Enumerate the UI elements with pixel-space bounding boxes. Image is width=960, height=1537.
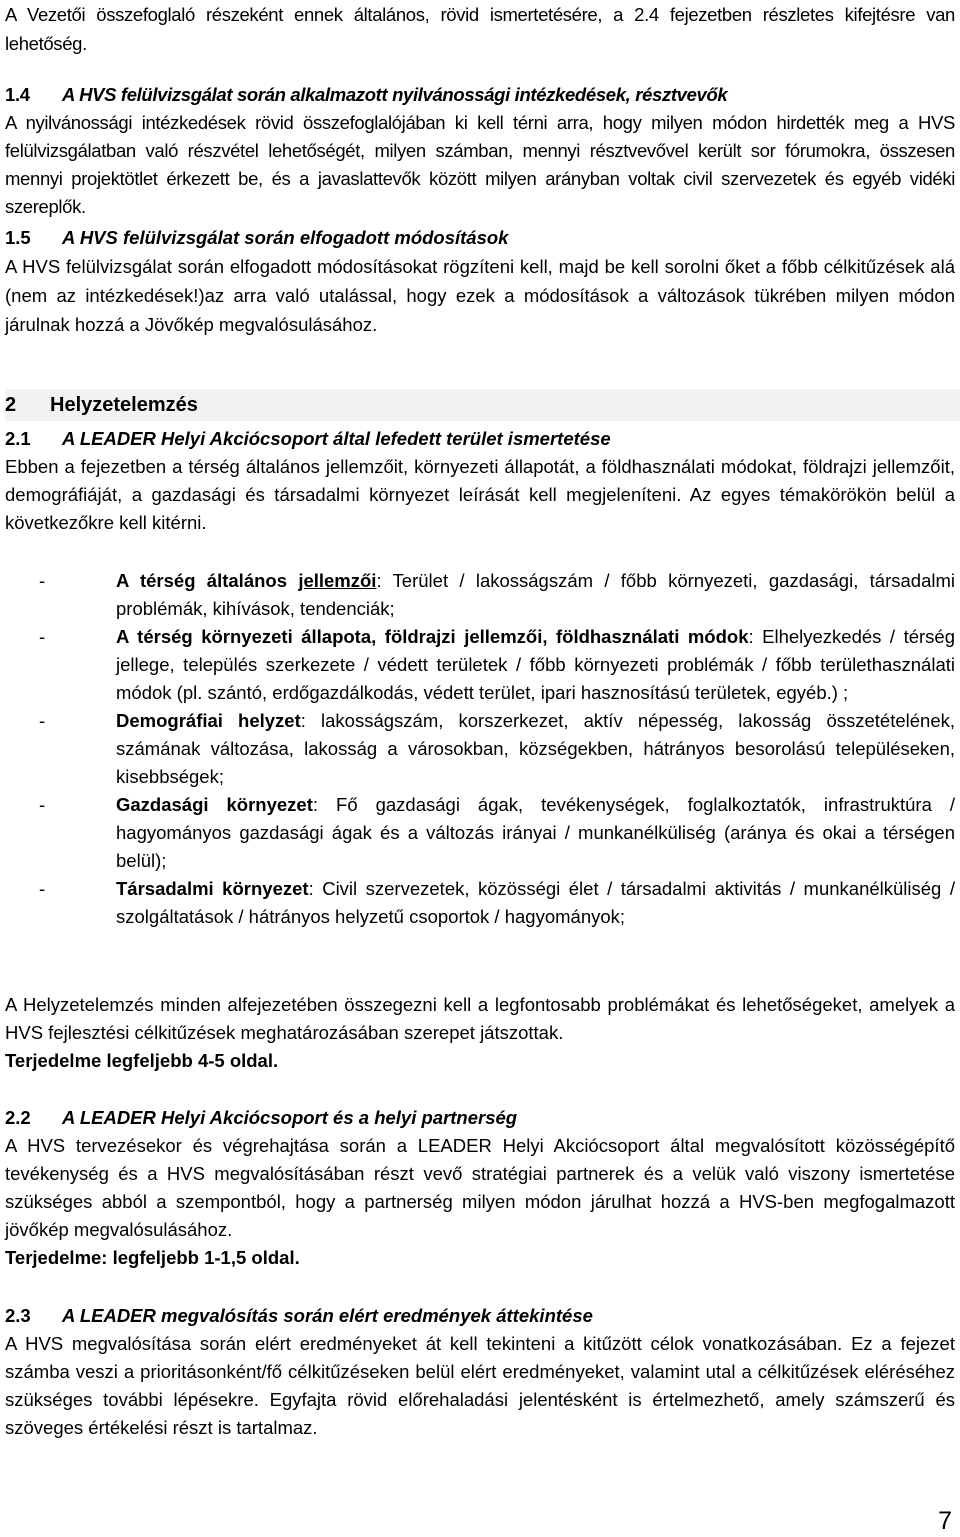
section-2-3 bbox=[5, 1302, 955, 1442]
section-title: A HVS felülvizsgálat során elfogadott módosítások bbox=[62, 227, 509, 248]
list-item-text: : Fő gazdasági ágak, tevékenységek, foglalkoztatók, infrastruktúra / hagyományos gazdasági ágak és a változás irányai / munkanélküliség (aránya és okai a térségen belül); bbox=[116, 794, 956, 871]
section-1-4-heading bbox=[5, 81, 955, 109]
section-number: 2.1 bbox=[5, 428, 31, 449]
section-number: 1.4 bbox=[5, 84, 30, 105]
summary-text: A Helyzetelemzés minden alfejezetében összegezni kell a legfontosabb problémákat és lehetőségeket, amelyek a HVS fejlesztési célkitűzések meghatározásában szerepet játszottak. bbox=[5, 994, 955, 1043]
helyzetelemzes-summary bbox=[5, 991, 955, 1075]
dash-bullet: - bbox=[39, 570, 46, 591]
list-item-text: : Civil szervezetek, közösségi élet / társadalmi aktivitás / munkanélküliség / szolgáltatások / hátrányos helyzetű csoportok / hagyományok; bbox=[116, 878, 955, 927]
list-item bbox=[5, 791, 955, 875]
chapter-2-heading bbox=[5, 389, 960, 421]
list-item bbox=[5, 567, 955, 623]
section-2-2-body: A HVS tervezésekor és végrehajtása során a LEADER Helyi Akciócsoport által megvalósított közösségépítő tevékenység és a HVS megvalósításában részt vevő stratégiai partnerek és a velük való viszony ismertetése szükséges abból a szempontból, hogy a partnerség milyen módon járulhat hozzá a HVS-ben megfogalmazott jövőkép megvalósulásához. bbox=[5, 1135, 955, 1240]
section-2-3-body: A HVS megvalósítása során elért eredményeket át kell tekinteni a kitűzött célok vonatkozásában. Ez a fejezet számba veszi a prioritásonként/fő célkitűzéseken belül elért eredményeket, valamint utal a célkitűzések eléréséhez szükséges további lépésekre. Egyfajta rövid előrehaladási jelentésként is értelmezhető, amely számszerű és szöveges értékelési részt is tartalmaz. bbox=[5, 1333, 955, 1438]
topic-list bbox=[5, 567, 955, 931]
dash-bullet: - bbox=[39, 794, 46, 815]
chapter-title: Helyzetelemzés bbox=[50, 394, 198, 416]
section-1-5-body: A HVS felülvizsgálat során elfogadott módosításokat rögzíteni kell, majd be kell sorolni őket a főbb célkitűzések alá (nem az intézkedések!)az arra való utalással, hogy ezek a módosítások a változások tükrében milyen módon járulnak hozzá a Jövőkép megvalósulásához. bbox=[5, 256, 955, 335]
section-2-3-heading bbox=[5, 1302, 955, 1330]
list-item bbox=[5, 707, 955, 791]
list-item-term: A térség környezeti állapota, földrajzi jellemzői, földhasználati módok bbox=[116, 626, 749, 647]
list-item-text: : Elhelyezkedés / térség jellege, település szerkezete / védett területek / főbb környezeti problémák / főbb területhasználati módok (pl. szántó, erdőgazdálkodás, védett terület, ipari hasznosítású területek, egyéb.) ; bbox=[116, 626, 955, 703]
section-number: 2.3 bbox=[5, 1305, 31, 1326]
section-2-1-body: Ebben a fejezetben a térség általános jellemzőit, környezeti állapotát, a földhasználati módokat, földrajzi jellemzőit, demográfiáját, a gazdasági és társadalmi környezet leírását kell megjeleníteni. Az egyes témakörökön belül a következőkre kell kitérni. bbox=[5, 456, 955, 533]
section-2-2-heading bbox=[5, 1104, 955, 1132]
list-item-term: Társadalmi környezet bbox=[116, 878, 309, 899]
section-2-1-heading bbox=[5, 425, 955, 453]
section-2-2 bbox=[5, 1104, 955, 1272]
list-item-text: : Terület / lakosságszám / főbb környezeti, gazdasági, társadalmi problémák, kihívások, tendenciák; bbox=[116, 570, 955, 619]
section-number: 2.2 bbox=[5, 1107, 31, 1128]
page-number: 7 bbox=[938, 1507, 952, 1535]
dash-bullet: - bbox=[39, 626, 46, 647]
chapter-number: 2 bbox=[5, 394, 17, 416]
dash-bullet: - bbox=[39, 710, 46, 731]
list-item-term: Gazdasági környezet bbox=[116, 794, 313, 815]
list-item-term: A térség általános bbox=[116, 570, 299, 591]
dash-bullet: - bbox=[39, 878, 46, 899]
section-title: A LEADER megvalósítás során elért eredmények áttekintése bbox=[62, 1305, 593, 1326]
list-item bbox=[5, 875, 955, 931]
list-item-term: Demográfiai helyzet bbox=[116, 710, 301, 731]
section-1-4-body: A nyilvánossági intézkedések rövid összefoglalójában ki kell térni arra, hogy milyen módon hirdették meg a HVS felülvizsgálatban való részvétel lehetőségét, milyen számban, mennyi résztvevővel került sor fórumokra, összesen mennyi projektötlet érkezett be, és a javaslattevők között milyen arányban voltak civil szervezetek és egyéb vidéki szereplők. bbox=[5, 112, 955, 217]
intro-text: A Vezetői összefoglaló részeként ennek általános, rövid ismertetésére, a 2.4 fejezetben részletes kifejtésre van lehetőség. bbox=[5, 4, 955, 54]
list-item-term-underlined: jellemzői bbox=[298, 570, 377, 591]
section-title: A LEADER Helyi Akciócsoport és a helyi partnerség bbox=[62, 1107, 518, 1128]
section-1-4 bbox=[5, 81, 955, 221]
intro-paragraph bbox=[5, 0, 955, 58]
list-item bbox=[5, 623, 955, 707]
length-note: Terjedelme legfeljebb 4-5 oldal. bbox=[5, 1050, 279, 1071]
section-1-5 bbox=[5, 224, 955, 339]
section-title: A LEADER Helyi Akciócsoport által lefedett terület ismertetése bbox=[62, 428, 611, 449]
section-1-5-heading bbox=[5, 224, 955, 252]
list-item-text: : lakosságszám, korszerkezet, aktív népesség, lakosság összetételének, számának változása, lakosság a városokban, községekben, hátrányos besorolású településeken, kisebbségek; bbox=[116, 710, 955, 787]
section-title: A HVS felülvizsgálat során alkalmazott nyilvánossági intézkedések, résztvevők bbox=[62, 84, 728, 105]
length-note: Terjedelme: legfeljebb 1-1,5 oldal. bbox=[5, 1247, 300, 1268]
section-number: 1.5 bbox=[5, 227, 31, 248]
section-2-1 bbox=[5, 425, 955, 537]
